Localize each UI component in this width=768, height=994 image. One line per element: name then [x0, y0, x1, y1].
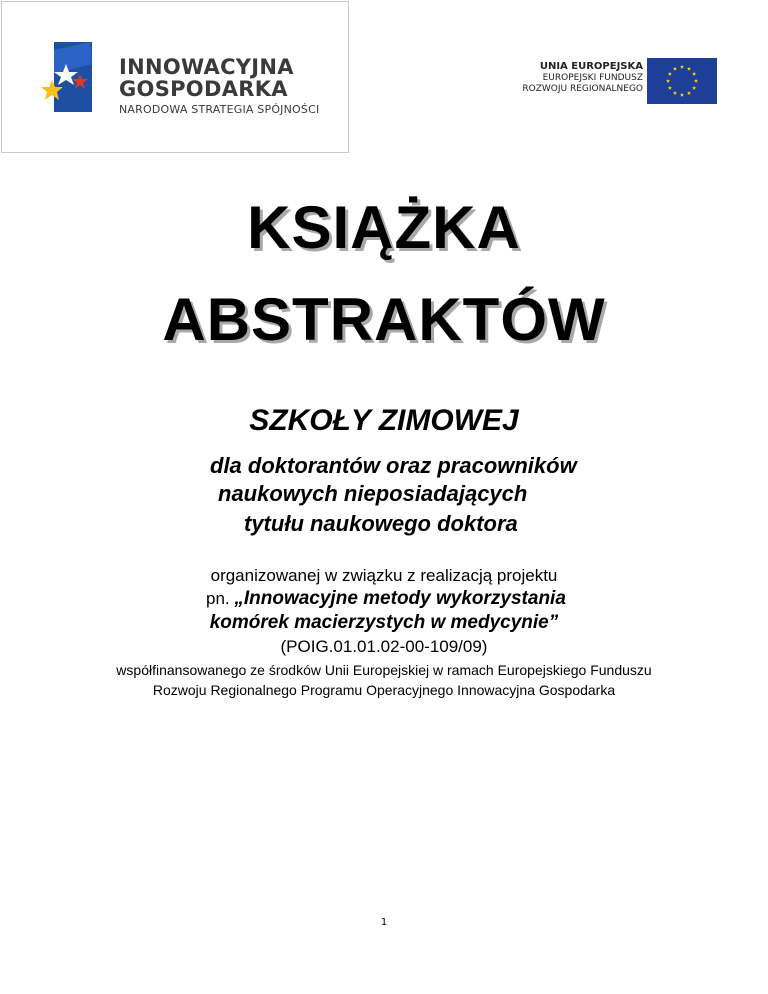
target-line2: naukowych nieposiadających [218, 481, 528, 506]
eu-logo-line2: EUROPEJSKI FUNDUSZ [542, 73, 643, 83]
title-line2: ABSTRAKTÓW [162, 286, 606, 353]
eu-flag-icon [647, 58, 717, 104]
ig-flag-icon [40, 42, 96, 112]
funding-line1: współfinansowanego ze środków Unii Europejskiej w ramach Europejskiego Funduszu [116, 662, 652, 678]
project-name-line2: komórek macierzystych w medycynie” [209, 612, 559, 633]
funding-line2: Rozwoju Regionalnego Programu Operacyjnego Innowacyjna Gospodarka [152, 682, 616, 698]
ig-logo-line3: NARODOWA STRATEGIA SPÓJNOŚCI [119, 103, 320, 116]
project-name-part1: „Innowacyjne metody wykorzystania [234, 588, 566, 609]
target-line3: tytułu naukowego doktora [244, 511, 518, 536]
eu-logo [505, 52, 729, 116]
project-code: (POIG.01.01.02-00-109/09) [280, 637, 488, 656]
project-prefix: pn. [206, 589, 235, 608]
innowacyjna-gospodarka-logo [1, 1, 349, 153]
eu-logo-line3: ROZWOJU REGIONALNEGO [522, 84, 643, 94]
eu-logo-line1: UNIA EUROPEJSKA [539, 61, 643, 72]
ig-logo-line2: GOSPODARKA [119, 77, 288, 101]
organized-line: organizowanej w związku z realizacją projektu [210, 566, 558, 585]
target-line1: dla doktorantów oraz pracowników [210, 453, 577, 478]
title-line1: KSIĄŻKA [247, 194, 521, 261]
page-number: 1 [380, 917, 388, 928]
subtitle: SZKOŁY ZIMOWEJ [249, 404, 519, 437]
project-name-line1 [206, 588, 566, 610]
ig-logo-line1: INNOWACYJNA [119, 55, 294, 79]
